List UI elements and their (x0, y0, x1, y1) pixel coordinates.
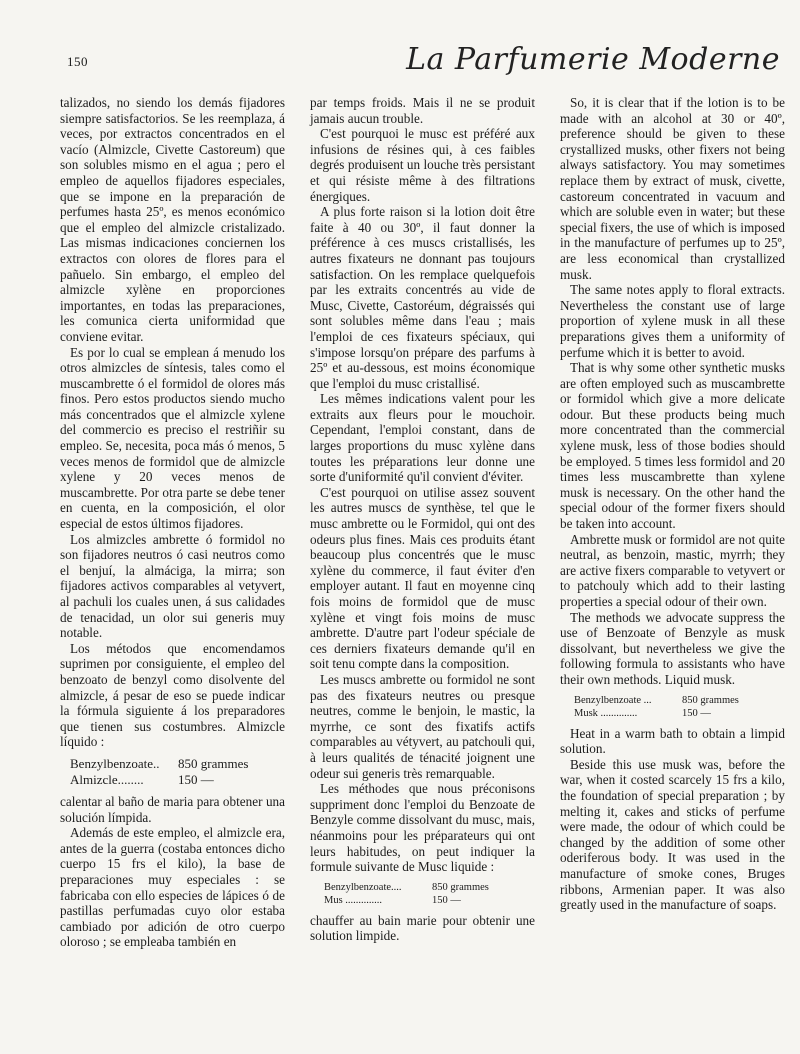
ingredient-amount: 850 grammes (432, 881, 489, 893)
formula-row (574, 694, 785, 707)
ingredient-name: Almizcle........ (70, 771, 144, 787)
paragraph: That is why some other synthetic musks are often employed such as muscambrette or formidol which give a more delicate odour. But these products being much more concentrated than the commercial xylene musk, less of those bodies should be employed. 5 times less formidol and 20 times less muscambrette than xylene musk is necessary. On the other hand the special odour of the former fixers should be taken into account. (560, 360, 785, 532)
paragraph: Les muscs ambrette ou formidol ne sont pas des fixateurs neutres ou presque neutres, comme le benjoin, le mastic, la myrrhe, ce sont des fixatifs actifs comparables au vétyvert, au patchouli qui, à leurs qualités de ténacité joignent une odeur sui generis très remarquable. (310, 671, 535, 781)
paragraph: Es por lo cual se emplean á menudo los otros almizcles de síntesis, tales como el muscambrette ó el formidol de olores más finos. Pero estos productos siendo mucho más concentrados que el almizcle xylene del commercio es preciso el restriñir su empleo. Se, necesita, poca más ó menos, 5 veces menos de formidol que de almizcle xylene y 20 veces menos de muscambrette. Por otra parte se debe tener en cuenta, en la composición, el olor especial de estos últimos fijadores. (60, 344, 285, 532)
paragraph: Los métodos que encomendamos suprimen por consiguiente, el empleo del benzoato de benzyl como disolvente del almizcle, á pesar de eso se puede indicar la fórmula siguiente á los preparadores que tienen sus costumbres. Almizcle líquido : (60, 640, 285, 750)
ingredient-name: Musk .............. (574, 707, 638, 719)
french-column (310, 95, 535, 950)
paragraph: The methods we advocate suppress the use of Benzoate of Benzyle as musk dissolvant, but nevertheless we give the following formula to assistants who have their own methods. Liquid musk. (560, 609, 785, 687)
ingredient-amount: 850 grammes (178, 755, 249, 771)
paragraph: Ambrette musk or formidol are not quite neutral, as benzoin, mastic, myrrh; they are active fixers comparable to vetyvert or to patchouly which add to their lasting properties a special odour of their own. (560, 531, 785, 609)
paragraph: chauffer au bain marie pour obtenir une solution limpide. (310, 912, 535, 944)
formula-row (324, 881, 535, 894)
paragraph: Les mêmes indications valent pour les extraits aux fleurs pour le mouchoir. Cependant, l'emploi constant, dans de larges proportions du musc xylène dans toutes les préparations leur donne une sorte d'uniformité qu'il convient d'éviter. (310, 391, 535, 485)
ingredient-amount: 150 — (178, 771, 214, 787)
formula-row (324, 894, 535, 907)
formula-row (574, 707, 785, 720)
formula-table (70, 756, 285, 788)
formula-table (324, 881, 535, 907)
ingredient-name: Mus .............. (324, 894, 383, 906)
paragraph: C'est pourquoi le musc est préféré aux infusions de résines qui, à ces faibles degrés produisent un louche très persistant et qui résiste même à des filtrations énergiques. (310, 126, 535, 204)
english-column (560, 95, 785, 950)
page-number: 150 (67, 54, 88, 69)
ingredient-name: Benzylbenzoate ... (574, 694, 652, 706)
paragraph: par temps froids. Mais il ne se produit jamais aucun trouble. (310, 95, 535, 126)
paragraph: Los almizcles ambrette ó formidol no son fijadores neutros ó casi neutros como el benjuí, la almáciga, la mirra; son fijadores activos comparables al vetyvert, al pachuli los cuales unen, á sus calidades de tenacidad, un olor sui generis muy notable. (60, 531, 285, 641)
ingredient-name: Benzylbenzoate.... (324, 881, 402, 893)
ingredient-name: Benzylbenzoate.. (70, 755, 160, 771)
paragraph: Heat in a warm bath to obtain a limpid solution. (560, 725, 785, 757)
journal-title: La Parfumerie Moderne (406, 42, 780, 77)
paragraph: C'est pourquoi on utilise assez souvent les autres muscs de synthèse, tel que le musc ambrette ou le Formidol, qui ont des odeurs plus fines. Mais ces produits étant beaucoup plus concentrés que le musc xylène du commerce, il faut éviter d'en employer autant. Il faut en moyenne cinq fois moins de formidol que de musc xylène et vingt fois moins de musc ambrette. D'autre part l'odeur spéciale de ces derniers fixateurs demande qu'il en soit tenu compte dans la composition. (310, 484, 535, 672)
paragraph: calentar al baño de maria para obtener una solución límpida. (60, 793, 285, 825)
formula-table (574, 694, 785, 720)
paragraph: The same notes apply to floral extracts. Nevertheless the constant use of large proportion of xylene musk in all these preparations gives them a uniformity of perfume which it is better to avoid. (560, 282, 785, 360)
page-header (55, 42, 780, 88)
paragraph: talizados, no siendo los demás fijadores siempre satisfactorios. Se les reemplaza, á veces, por extractos concentrados en el vacío (Almizcle, Civette Castoreum) que son solubles mismo en el agua ; pero el empleo de aquellos fijadores especiales, que se impone en la preparación de perfumes hasta 25º, es menos económico que el empleo del almizcle cristalizado. Las mismas indicaciones conciernen los extractos con olores de flores para el pañuelo. Sin embargo, el empleo del almizcle xylène en proporciones importantes, en todas las preparaciones, les comunica cierta uniformidad que conviene evitar. (60, 95, 285, 344)
ingredient-amount: 150 — (682, 707, 711, 719)
paragraph: Además de este empleo, el almizcle era, antes de la guerra (costaba entonces dicho cuerpo 15 frs el kilo), la base de preparaciones muy especiales : se fabricaba con ello especies de lápices ó de pastillas perfumadas cuyo olor estaba cambiado por adición de otro cuerpo oloroso ; se empleaba también en (60, 825, 285, 950)
paragraph: Les méthodes que nous préconisons suppriment donc l'emploi du Benzoate de Benzyle comme dissolvant du musc, mais, néanmoins pour les préparateurs qui ont leurs habitudes, on peut indiquer la formule suivante de Musc liquide : (310, 781, 535, 875)
paragraph: A plus forte raison si la lotion doit être faite à 40 ou 30º, il faut donner la préférence à ces muscs cristallisés, les autres fixateurs ne donnant pas toujours satisfaction. On les remplace quelquefois par les extraits concentrés au vide de Musc, Civette, Castoréum, dégraissés qui sont solubles même dans l'eau ; mais l'emploi de ces fixateurs spéciaux, qui s'impose lorsqu'on prépare des parfums à 25º et au-dessous, est moins économique que l'emploi du musc cristallisé. (310, 204, 535, 391)
ingredient-amount: 150 — (432, 894, 461, 906)
spanish-column (60, 95, 285, 950)
paragraph: So, it is clear that if the lotion is to be made with an alcohol at 30 or 40º, preference should be given to these crystallized musks, other fixers not being always satisfactory. You may sometimes replace them by extract of musk, civette, castoreum concentrated in vacuum and which are soluble even in water; but these special fixers, the use of which is imposed in the manufacture of perfumes up to 25º, are less economical than crystallized musk. (560, 95, 785, 282)
paragraph: Beside this use musk was, before the war, when it costed scarcely 15 frs a kilo, the foundation of special preparation ; by melting it, cakes and sticks of perfume were made, the odour of which could be changed by the addition of some other oderiferous body. It was used in the manufacture of smoke cones, Bruges ribbons, Armenian paper. It was also greatly used in the manufacture of soaps. (560, 756, 785, 913)
text-columns (60, 95, 785, 950)
formula-row (70, 772, 285, 788)
formula-row (70, 756, 285, 772)
ingredient-amount: 850 grammes (682, 694, 739, 706)
